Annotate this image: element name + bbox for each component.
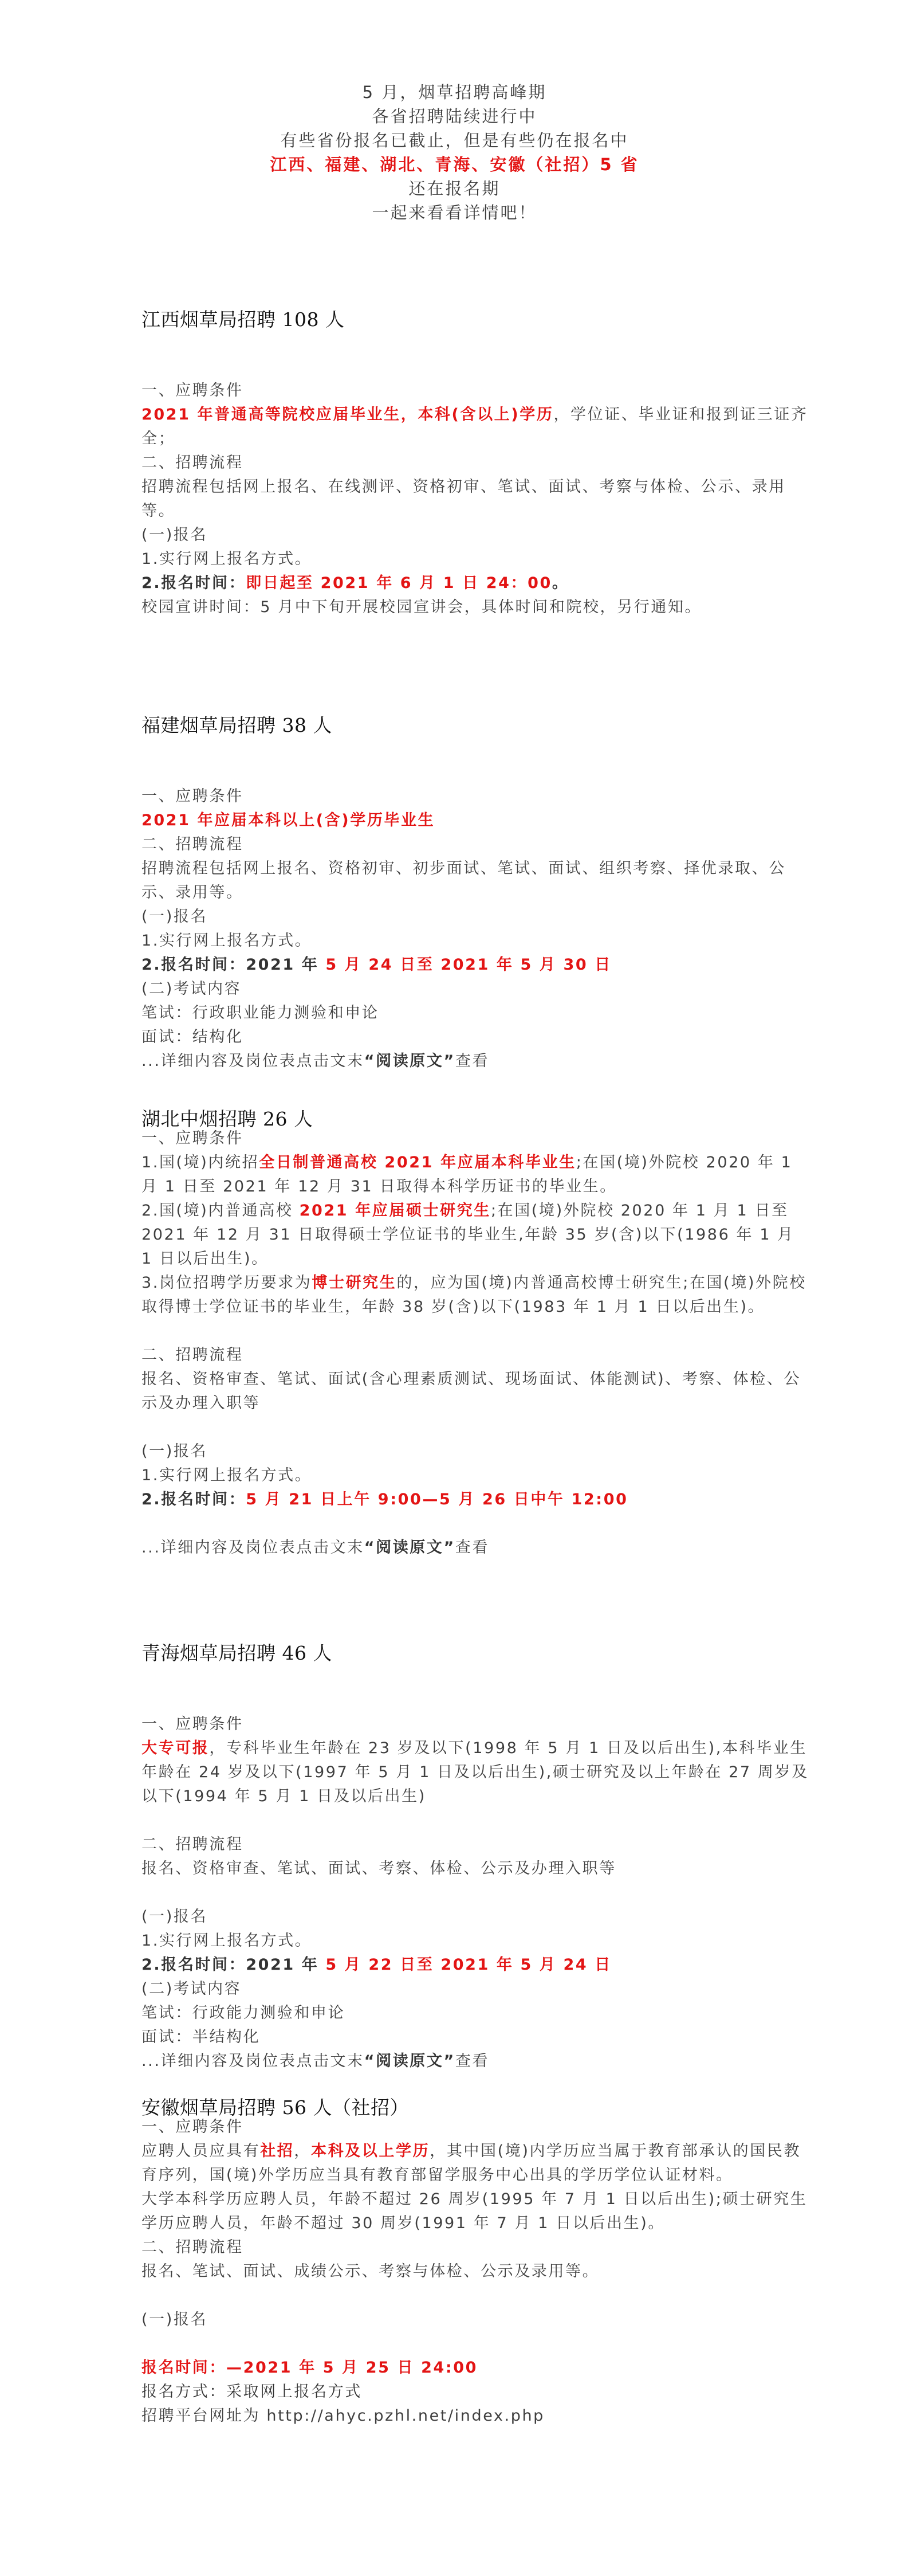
section-title-jiangxi: 江西烟草局招聘 108 人 xyxy=(141,308,345,331)
subheading-signup: (一)报名 xyxy=(141,1442,208,1460)
heading-process: 二、招聘流程 xyxy=(141,836,243,853)
exam-interview: 面试：结构化 xyxy=(141,1028,243,1046)
recruit-platform-url[interactable]: 招聘平台网址为 http://ahyc.pzhl.net/index.php xyxy=(141,2407,545,2425)
condition-highlight: 2021 年应届本科毕业生 xyxy=(377,1154,576,1171)
read-more-text xyxy=(141,1536,812,1560)
process-text: 报名、资格审查、笔试、面试、考察、体检、公示及办理入职等 xyxy=(141,1860,616,1877)
process-text: 报名、资格审查、笔试、面试(含心理素质测试、现场面试、体能测试)、考察、体检、公示及办理入职等 xyxy=(141,1370,801,1412)
read-more-prefix: ...详细内容及岗位表点击文末 xyxy=(141,2052,364,2070)
read-more-link[interactable]: “阅读原文” xyxy=(364,2052,455,2070)
signup-time-label: 2.报名时间： xyxy=(141,1491,246,1508)
read-more-prefix: ...详细内容及岗位表点击文末 xyxy=(141,1052,364,1070)
heading-process: 二、招聘流程 xyxy=(141,1836,243,1853)
signup-time-start: 5 月 24 日至 xyxy=(325,956,441,974)
condition-highlight: 2021 年应届硕士研究生 xyxy=(299,1202,491,1220)
section-body-fujian xyxy=(141,785,812,1073)
subheading-signup: (一)报名 xyxy=(141,1908,208,1926)
process-text: 招聘流程包括网上报名、资格初审、初步面试、笔试、面试、组织考察、择优录取、公示、录用等。 xyxy=(141,860,786,901)
condition-highlight: 大专可报 xyxy=(141,1739,210,1757)
signup-method: 1.实行网上报名方式。 xyxy=(141,932,312,950)
exam-written: 笔试：行政能力测验和申论 xyxy=(141,2004,345,2022)
read-more-text xyxy=(141,1049,812,1073)
signup-method: 1.实行网上报名方式。 xyxy=(141,1932,312,1950)
condition-age-text: 大学本科学历应聘人员，年龄不超过 26 周岁(1995 年 7 月 1 日以后出生);硕士研究生学历应聘人员，年龄不超过 30 周岁(1991 年 7 月 1 日以后出生)。 xyxy=(141,2190,808,2232)
heading-conditions: 一、应聘条件 xyxy=(141,2118,243,2136)
subheading-signup: (一)报名 xyxy=(141,526,208,544)
read-more-text xyxy=(141,2049,812,2073)
heading-process: 二、招聘流程 xyxy=(141,2238,243,2256)
condition-rest: ，其中国(境)内学历应当属于教育部承认的国民教育序列，国(境)外学历应当具有教育部留学服务中心出具的学历学位认证材料。 xyxy=(141,2142,801,2184)
intro-line: 有些省份报名已截止，但是有些仍在报名中 xyxy=(280,131,629,150)
condition-item xyxy=(141,1199,812,1271)
section-title-anhui: 安徽烟草局招聘 56 人（社招） xyxy=(141,2096,409,2119)
intro-line: 5 月，烟草招聘高峰期 xyxy=(362,83,547,102)
condition-prefix: 2.国(境)内普通高校 xyxy=(141,1202,300,1220)
campus-talk-text: 校园宣讲时间：5 月中下旬开展校园宣讲会，具体时间和院校，另行通知。 xyxy=(141,598,702,616)
section-title-fujian: 福建烟草局招聘 38 人 xyxy=(141,714,332,736)
heading-conditions: 一、应聘条件 xyxy=(141,1130,243,1147)
signup-time: 报名时间：—2021 年 5 月 25 日 24:00 xyxy=(141,2359,478,2377)
condition-sep: ， xyxy=(294,2142,312,2160)
condition-highlight: 博士研究生 xyxy=(312,1274,397,1292)
read-more-prefix: ...详细内容及岗位表点击文末 xyxy=(141,1539,364,1556)
condition-highlight: 社招 xyxy=(260,2142,294,2160)
signup-time-end: 。 xyxy=(552,574,569,592)
subheading-exam: (二)考试内容 xyxy=(141,1980,242,1998)
condition-highlight: 全日制普通高校 xyxy=(259,1154,378,1171)
signup-method: 1.实行网上报名方式。 xyxy=(141,550,312,568)
section-body-hubei xyxy=(141,1127,812,1560)
signup-time-label: 2.报名时间： xyxy=(141,574,246,592)
read-more-link[interactable]: “阅读原文” xyxy=(364,1539,455,1556)
condition-text xyxy=(141,2139,812,2187)
intro-highlight-provinces: 江西、福建、湖北、青海、安徽（社招）5 省 xyxy=(270,155,639,174)
signup-time-end: 2021 年 5 月 30 日 xyxy=(440,956,612,974)
signup-time-label: 2.报名时间：2021 年 xyxy=(141,956,326,974)
heading-process: 二、招聘流程 xyxy=(141,454,243,472)
process-text: 报名、笔试、面试、成绩公示、考察与体检、公示及录用等。 xyxy=(141,2263,600,2280)
signup-time-value: 5 月 21 日上午 9:00—5 月 26 日中午 12:00 xyxy=(246,1491,628,1508)
section-title-qinghai: 青海烟草局招聘 46 人 xyxy=(141,1642,332,1664)
condition-rest: ;在国(境)外院校 2020 年 1 月 1 日至 2021 年 12 月 31 日取得硕士学位证书的毕业生,年龄 35 岁(含)以下(1986 年 1 月 1 日以后出生)。 xyxy=(141,1202,794,1268)
condition-item xyxy=(141,1271,812,1319)
heading-conditions: 一、应聘条件 xyxy=(141,1715,243,1733)
condition-prefix: 应聘人员应具有 xyxy=(141,2142,261,2160)
condition-rest: ，专科毕业生年龄在 23 岁及以下(1998 年 5 月 1 日及以后出生),本科毕业生年龄在 24 岁及以下(1997 年 5 月 1 日及以后出生),硕士研究及以上年龄在 27 周岁及以下(1994 年 5 月 1 日及以后出生) xyxy=(141,1739,809,1805)
condition-highlight: 2021 年普通高等院校应届毕业生，本科(含以上)学历 xyxy=(141,406,554,424)
intro-block xyxy=(0,80,909,225)
intro-line: 一起来看看详情吧！ xyxy=(372,203,537,222)
heading-conditions: 一、应聘条件 xyxy=(141,382,243,399)
exam-written: 笔试：行政职业能力测验和申论 xyxy=(141,1004,379,1022)
intro-line: 各省招聘陆续进行中 xyxy=(372,107,537,126)
condition-rest: ;在国(境)外院校 2020 年 1 月 1 日至 2021 年 12 月 31 日取得本科学历证书的毕业生。 xyxy=(141,1154,793,1195)
signup-method: 1.实行网上报名方式。 xyxy=(141,1467,312,1484)
signup-method: 报名方式：采取网上报名方式 xyxy=(141,2383,362,2401)
signup-time-start: 5 月 22 日至 xyxy=(325,1956,441,1974)
heading-process: 二、招聘流程 xyxy=(141,1346,243,1364)
section-body-jiangxi xyxy=(141,379,812,620)
signup-time-label: 2.报名时间：2021 年 xyxy=(141,1956,326,1974)
condition-prefix: 1.国(境)内统招 xyxy=(141,1154,259,1171)
signup-time-value: 即日起至 2021 年 6 月 1 日 24：00 xyxy=(246,574,552,592)
heading-conditions: 一、应聘条件 xyxy=(141,787,243,805)
condition-text xyxy=(141,403,812,451)
read-more-link[interactable]: “阅读原文” xyxy=(364,1052,455,1070)
signup-time xyxy=(141,571,812,595)
subheading-signup: (一)报名 xyxy=(141,2311,208,2328)
condition-text xyxy=(141,1736,812,1809)
section-title-hubei: 湖北中烟招聘 26 人 xyxy=(141,1108,313,1130)
signup-time xyxy=(141,1953,812,1977)
signup-time xyxy=(141,953,812,977)
signup-time-end: 2021 年 5 月 24 日 xyxy=(440,1956,612,1974)
condition-highlight: 本科及以上学历 xyxy=(311,2142,430,2160)
exam-interview: 面试：半结构化 xyxy=(141,2028,261,2046)
read-more-suffix: 查看 xyxy=(455,2052,490,2070)
process-text: 招聘流程包括网上报名、在线测评、资格初审、笔试、面试、考察与体检、公示、录用等。 xyxy=(141,478,786,520)
condition-text: 2021 年应届本科以上(含)学历毕业生 xyxy=(141,811,435,829)
subheading-signup: (一)报名 xyxy=(141,908,208,926)
condition-rest: ，学位证、毕业证和报到证三证齐全； xyxy=(141,406,808,448)
section-body-anhui xyxy=(141,2115,812,2428)
subheading-exam: (二)考试内容 xyxy=(141,980,242,998)
read-more-suffix: 查看 xyxy=(455,1539,490,1556)
condition-rest: 的，应为国(境)内普通高校博士研究生;在国(境)外院校取得博士学位证书的毕业生，年龄 38 岁(含)以下(1983 年 1 月 1 日以后出生)。 xyxy=(141,1274,806,1316)
section-body-qinghai xyxy=(141,1712,812,2073)
condition-item xyxy=(141,1151,812,1199)
signup-time xyxy=(141,1488,812,1512)
condition-prefix: 3.岗位招聘学历要求为 xyxy=(141,1274,312,1292)
intro-line: 还在报名期 xyxy=(408,179,501,198)
read-more-suffix: 查看 xyxy=(455,1052,490,1070)
